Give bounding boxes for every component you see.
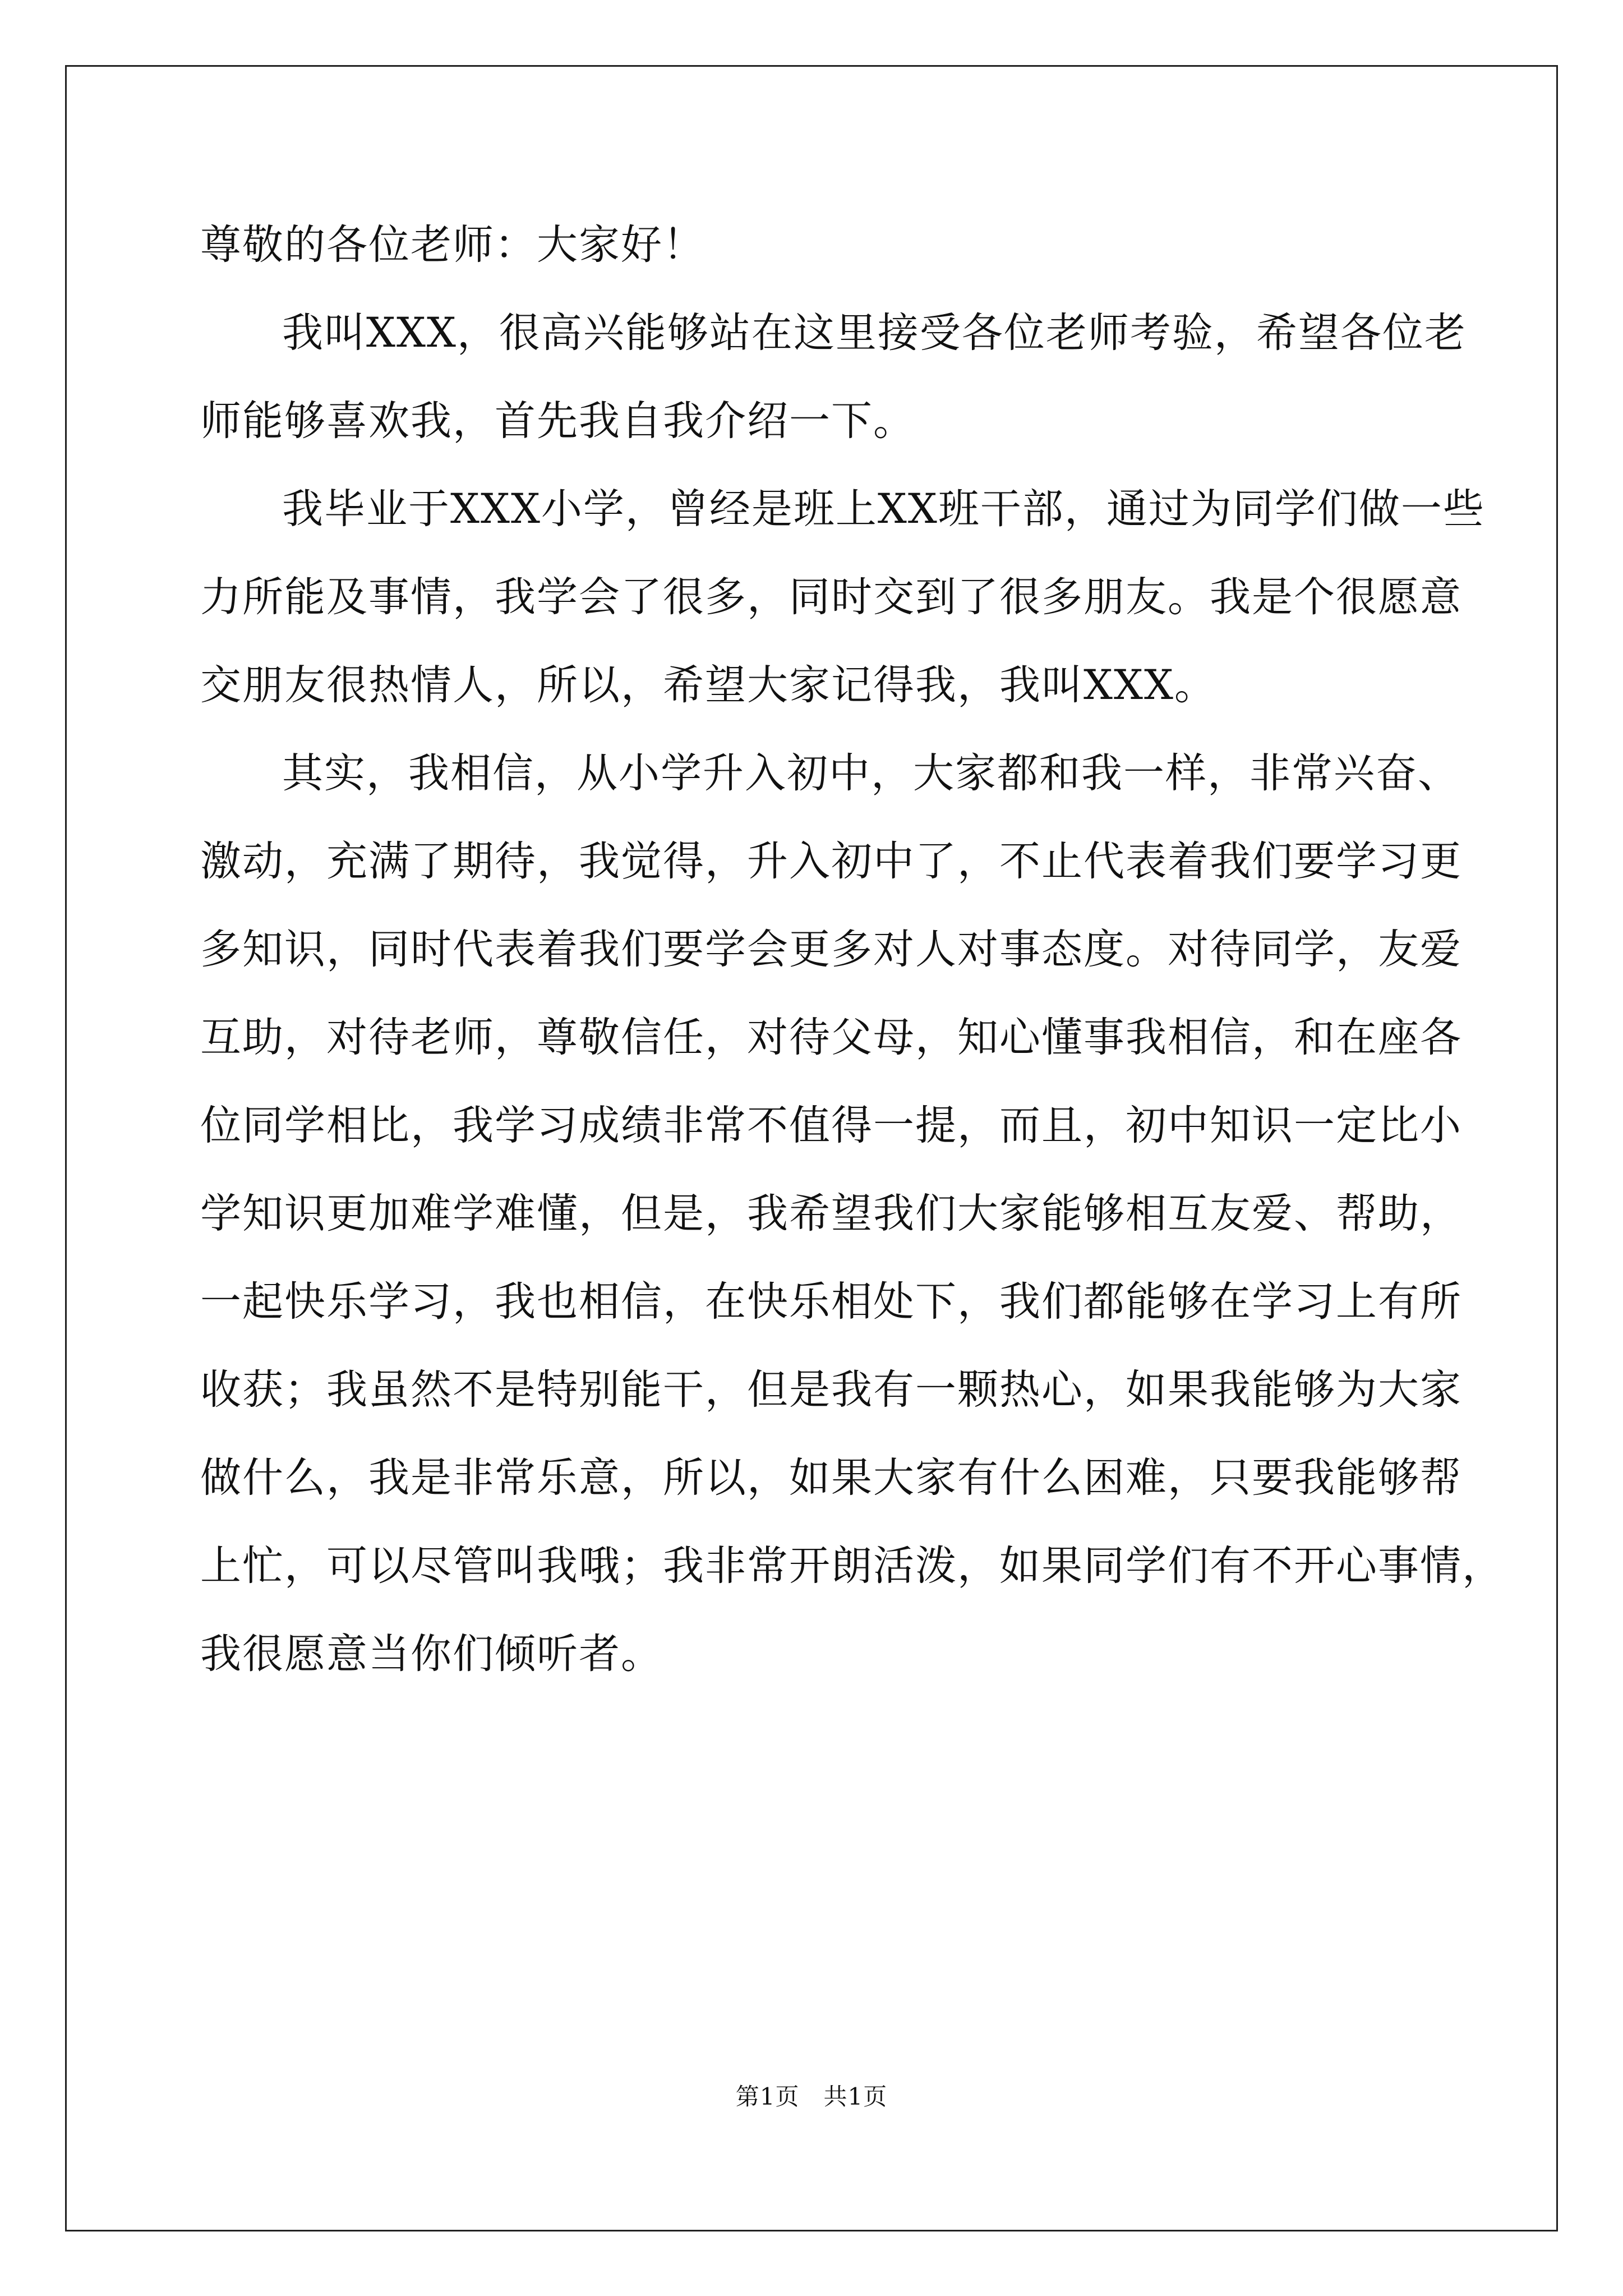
text-line: 激动，充满了期待，我觉得，升入初中了，不止代表着我们要学习更 (200, 838, 1462, 885)
text-line: 我叫XXX，很高兴能够站在这里接受各位老师考验，希望各位老 (282, 309, 1467, 357)
text-line: 做什么，我是非常乐意，所以，如果大家有什么困难，只要我能够帮 (200, 1454, 1462, 1502)
text-line: 位同学相比，我学习成绩非常不值得一提，而且，初中知识一定比小 (200, 1102, 1462, 1149)
page-number-footer: 第1页 共1页 (735, 2083, 888, 2110)
text-line: 一起快乐学习，我也相信，在快乐相处下，我们都能够在学习上有所 (200, 1278, 1462, 1326)
text-line: 上忙，可以尽管叫我哦；我非常开朗活泼，如果同学们有不开心事情， (200, 1542, 1504, 1590)
text-line: 多知识，同时代表着我们要学会更多对人对事态度。对待同学，友爱 (200, 926, 1462, 973)
text-line: 互助，对待老师，尊敬信任，对待父母，知心懂事我相信，和在座各 (200, 1014, 1462, 1061)
text-line: 我很愿意当你们倾听者。 (200, 1630, 663, 1678)
document-body (200, 201, 1504, 1698)
greeting-line: 尊敬的各位老师：大家好！ (200, 221, 705, 269)
text-line: 学知识更加难学难懂，但是，我希望我们大家能够相互友爱、帮助， (200, 1190, 1462, 1237)
text-line: 其实，我相信，从小学升入初中，大家都和我一样，非常兴奋、 (282, 749, 1460, 797)
text-line: 力所能及事情，我学会了很多，同时交到了很多朋友。我是个很愿意 (200, 573, 1462, 621)
text-line: 交朋友很热情人，所以，希望大家记得我，我叫XXX。 (200, 661, 1216, 709)
text-line: 我毕业于XXX小学，曾经是班上XX班干部，通过为同学们做一些 (282, 485, 1485, 533)
text-line: 师能够喜欢我，首先我自我介绍一下。 (200, 397, 915, 445)
text-line: 收获；我虽然不是特别能干，但是我有一颗热心，如果我能够为大家 (200, 1366, 1462, 1414)
